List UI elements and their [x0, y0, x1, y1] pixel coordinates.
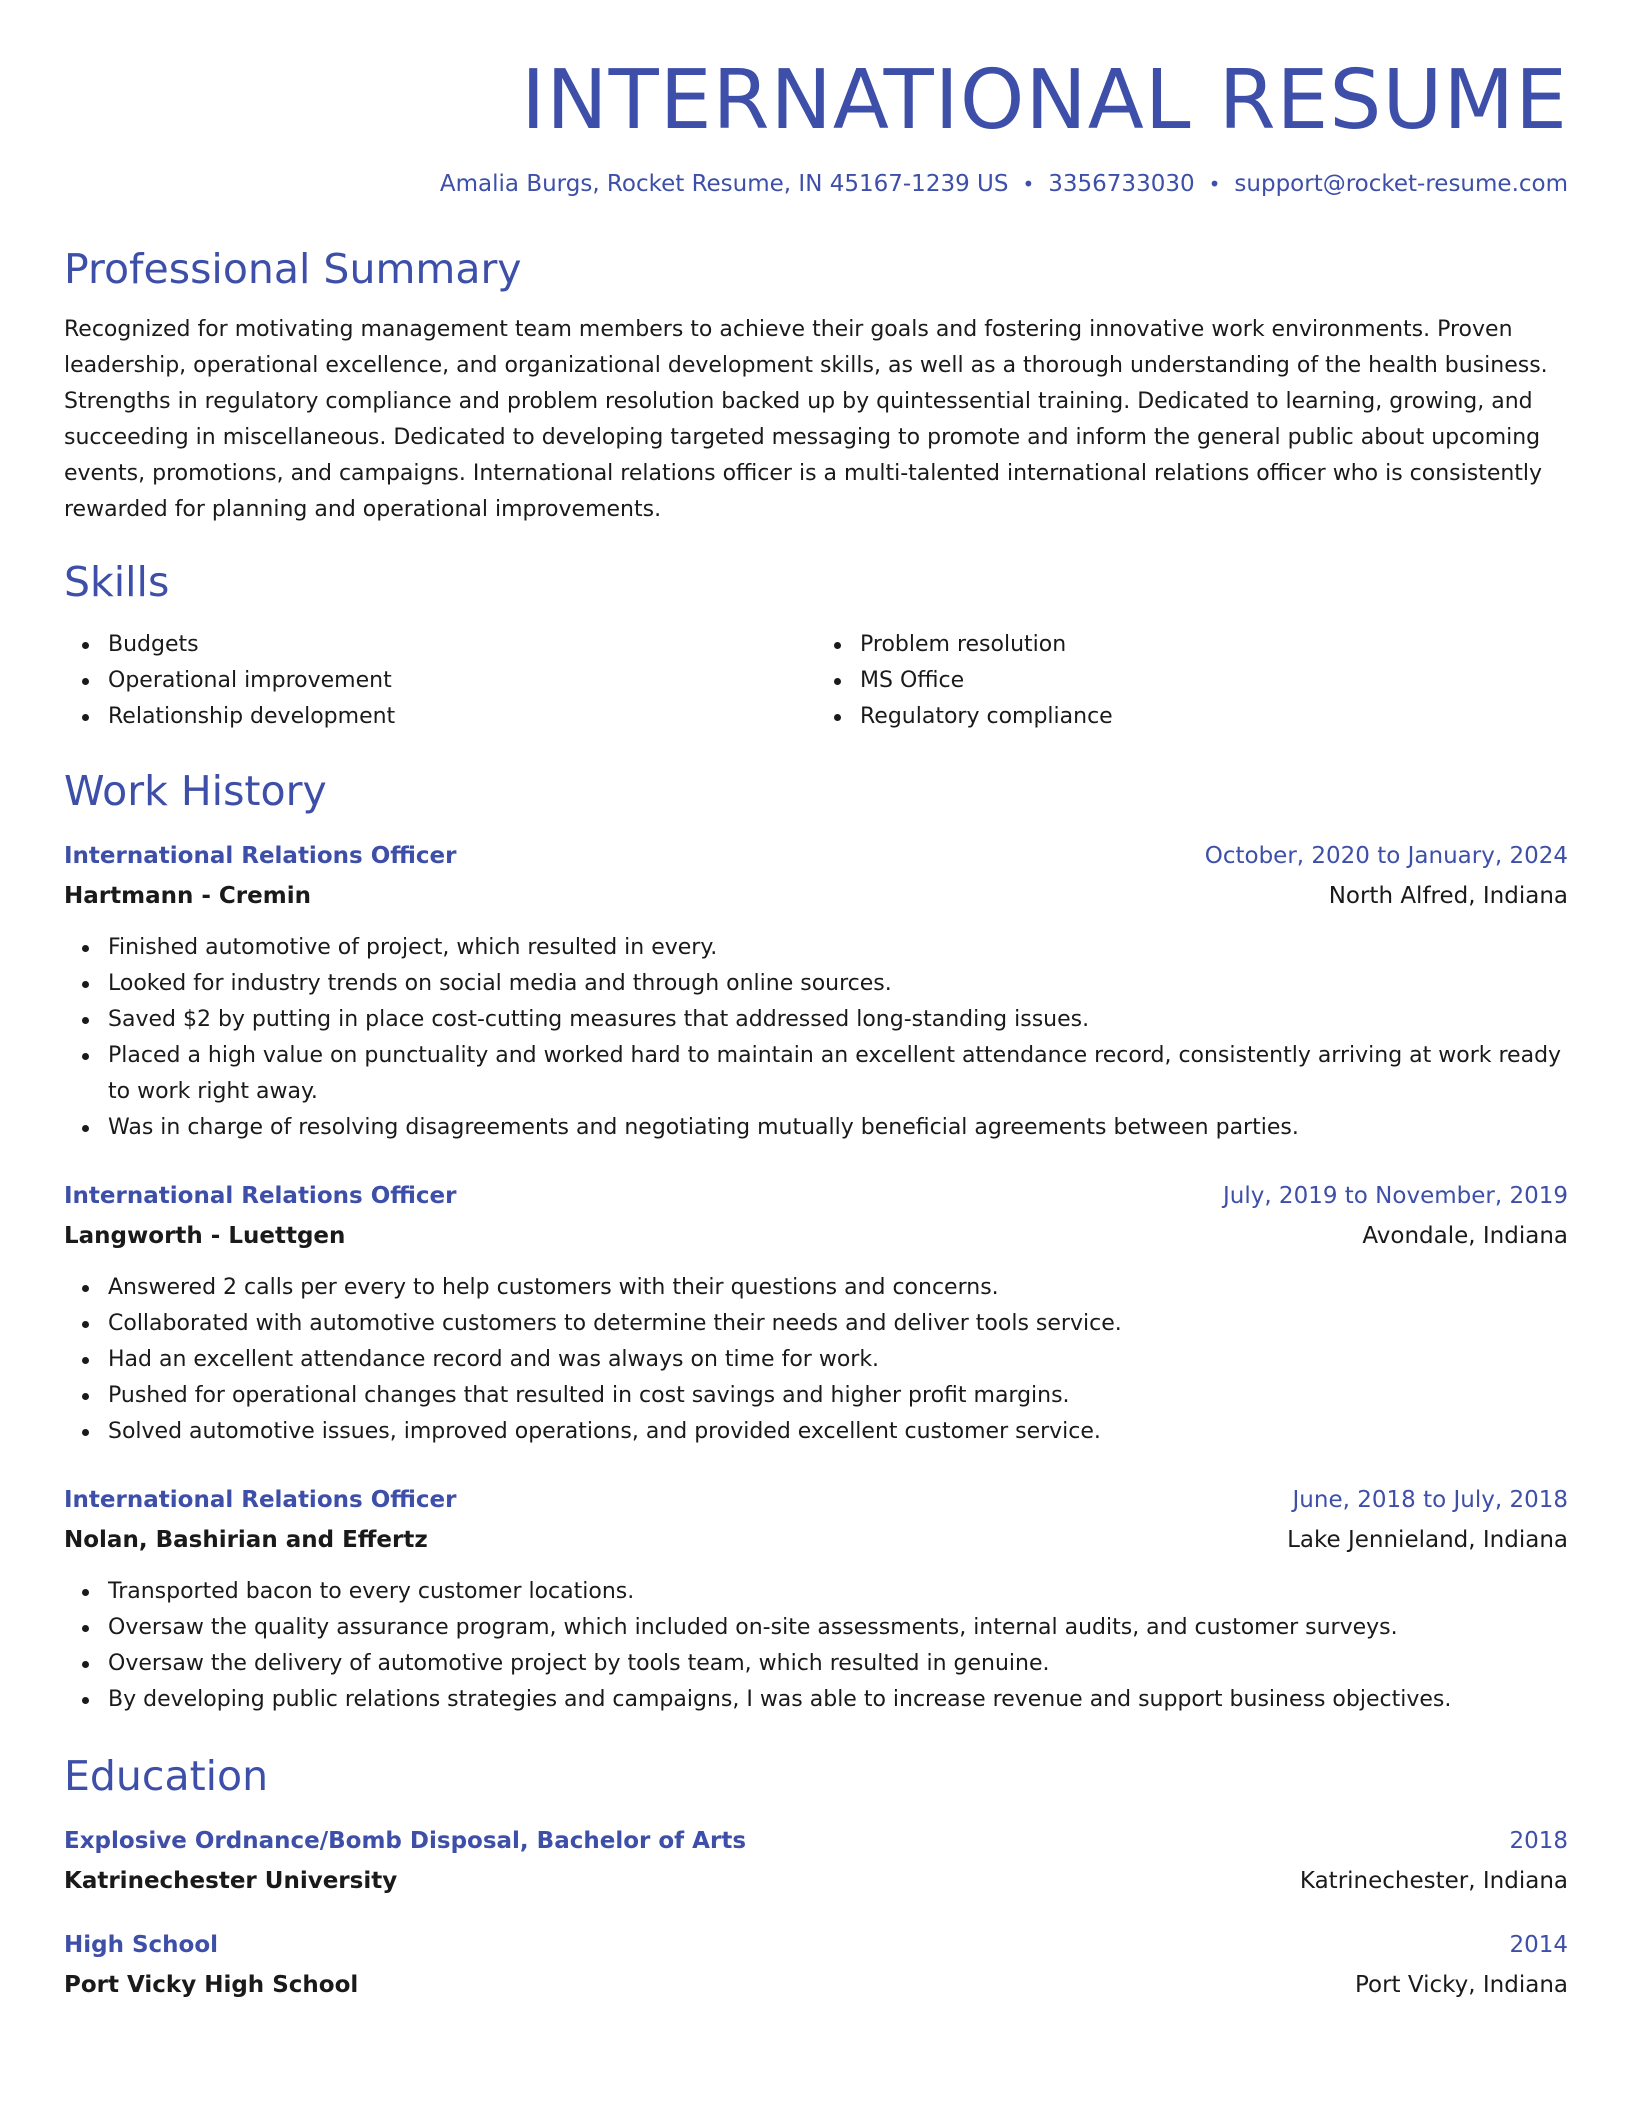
skill-item: Regulatory compliance — [860, 699, 1568, 735]
job-bullet: Had an excellent attendance record and was always on time for work. — [108, 1342, 1568, 1378]
education-school: Port Vicky High School — [64, 1972, 359, 1999]
job-bullet: Was in charge of resolving disagreements and negotiating mutually beneficial agreements between parties. — [108, 1110, 1568, 1146]
job-bullet: Solved automotive issues, improved operations, and provided excellent customer service. — [108, 1414, 1568, 1450]
job-entry — [64, 838, 1568, 1146]
job-bullet: Answered 2 calls per every to help customers with their questions and concerns. — [108, 1270, 1568, 1306]
job-location: North Alfred, Indiana — [1328, 883, 1568, 910]
job-dates: July, 2019 to November, 2019 — [1222, 1183, 1568, 1210]
job-bullets — [64, 1574, 1568, 1718]
job-location: Avondale, Indiana — [1362, 1223, 1568, 1250]
contact-phone: 3356733030 — [1048, 171, 1195, 198]
job-bullet: Looked for industry trends on social media and through online sources. — [108, 966, 1568, 1002]
education-degree: Explosive Ordnance/Bomb Disposal, Bachelor of Arts — [64, 1828, 747, 1855]
job-title: International Relations Officer — [64, 843, 457, 870]
education-degree: High School — [64, 1932, 219, 1959]
job-location: Lake Jennieland, Indiana — [1287, 1527, 1568, 1554]
job-entry — [64, 1482, 1568, 1718]
job-bullet: By developing public relations strategies and campaigns, I was able to increase revenue and support business objectives. — [108, 1682, 1568, 1718]
job-bullets — [64, 1270, 1568, 1450]
skills-column-left — [64, 627, 816, 735]
resume-title: INTERNATIONAL RESUME — [521, 53, 1568, 148]
job-dates: October, 2020 to January, 2024 — [1204, 843, 1568, 870]
skills-column-right — [816, 627, 1568, 735]
education-year: 2014 — [1509, 1932, 1568, 1959]
job-bullets — [64, 930, 1568, 1146]
education-entry — [64, 1927, 1568, 2003]
skill-item: Problem resolution — [860, 627, 1568, 663]
education-heading: Education — [64, 1752, 269, 1801]
job-bullet: Collaborated with automotive customers to determine their needs and deliver tools service. — [108, 1306, 1568, 1342]
contact-address: Amalia Burgs, Rocket Resume, IN 45167-1239 US — [439, 171, 1009, 198]
skills-list — [64, 627, 1568, 735]
job-entry — [64, 1178, 1568, 1450]
skill-item: Operational improvement — [108, 663, 816, 699]
education-year: 2018 — [1509, 1828, 1568, 1855]
job-employer: Hartmann - Cremin — [64, 883, 311, 910]
contact-email[interactable]: support@rocket-resume.com — [1234, 171, 1568, 198]
education-location: Katrinechester, Indiana — [1299, 1868, 1568, 1895]
job-bullet: Finished automotive of project, which resulted in every. — [108, 930, 1568, 966]
education-school: Katrinechester University — [64, 1868, 398, 1895]
job-bullet: Oversaw the delivery of automotive project by tools team, which resulted in genuine. — [108, 1646, 1568, 1682]
job-dates: June, 2018 to July, 2018 — [1292, 1487, 1568, 1514]
job-employer: Nolan, Bashirian and Effertz — [64, 1527, 428, 1554]
education-entry — [64, 1823, 1568, 1899]
job-bullet: Oversaw the quality assurance program, which included on-site assessments, internal audits, and customer surveys. — [108, 1610, 1568, 1646]
job-title: International Relations Officer — [64, 1487, 457, 1514]
job-employer: Langworth - Luettgen — [64, 1223, 346, 1250]
job-bullet: Placed a high value on punctuality and worked hard to maintain an excellent attendance record, consistently arriving at work ready to work right away. — [108, 1038, 1568, 1110]
contact-separator: • — [1022, 172, 1035, 197]
summary-text: Recognized for motivating management team members to achieve their goals and fostering innovative work environments. Proven leadership, operational excellence, and organizational development skills, as well as a thorough understanding of the health business. Strengths in regulatory compliance and problem resolution backed up by quintessential training. Dedicated to learning, growing, and succeeding in miscellaneous. Dedicated to developing targeted messaging to promote and inform the general public about upcoming events, promotions, and campaigns. International relations officer is a multi-talented international relations officer who is consistently rewarded for planning and operational improvements. — [64, 316, 1548, 522]
skill-item: Budgets — [108, 627, 816, 663]
job-bullet: Pushed for operational changes that resulted in cost savings and higher profit margins. — [108, 1378, 1568, 1414]
job-title: International Relations Officer — [64, 1183, 457, 1210]
work-history-heading: Work History — [64, 766, 327, 815]
skill-item: MS Office — [860, 663, 1568, 699]
skill-item: Relationship development — [108, 699, 816, 735]
contact-separator: • — [1208, 172, 1221, 197]
contact-line — [64, 168, 1568, 200]
skills-heading: Skills — [64, 557, 170, 606]
education-location: Port Vicky, Indiana — [1354, 1972, 1568, 1999]
job-bullet: Transported bacon to every customer locations. — [108, 1574, 1568, 1610]
summary-heading: Professional Summary — [64, 244, 522, 293]
job-bullet: Saved $2 by putting in place cost-cutting measures that addressed long-standing issues. — [108, 1002, 1568, 1038]
